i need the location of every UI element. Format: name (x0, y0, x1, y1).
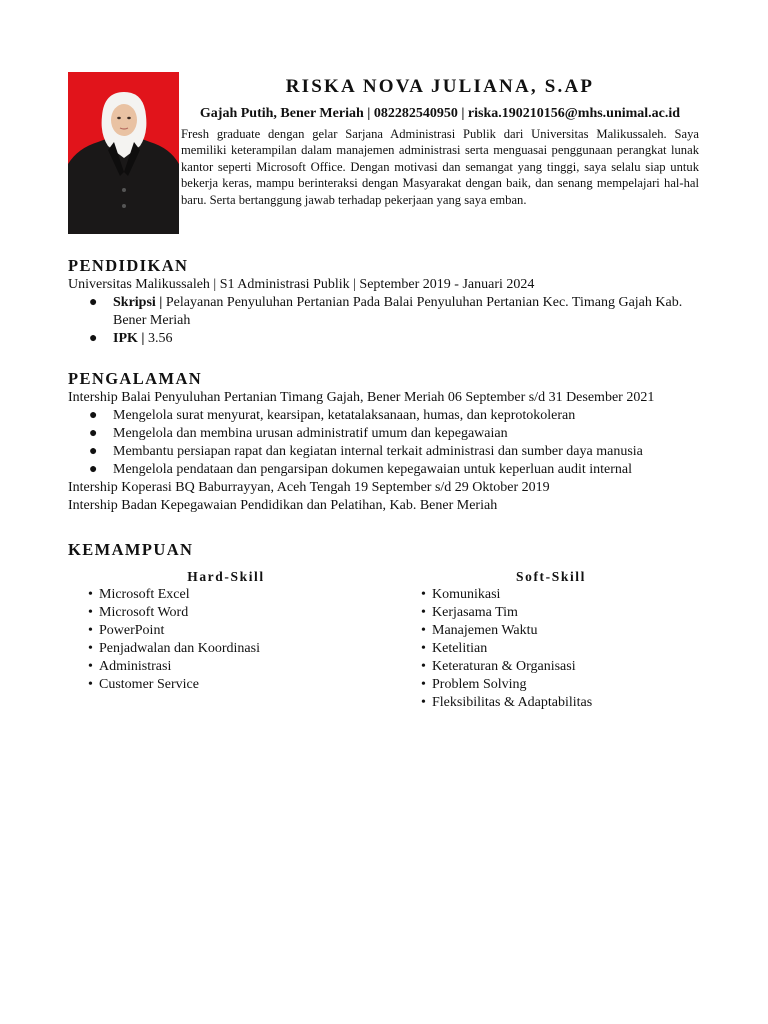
skill-text: Fleksibilitas & Adaptabilitas (432, 695, 593, 710)
task-text: Membantu persiapan rapat dan kegiatan internal terkait administrasi dan sumber daya manusia (113, 444, 643, 459)
profile-photo (68, 72, 179, 234)
bullet-icon: • (88, 641, 93, 656)
bullet-icon: • (421, 677, 426, 692)
task-text: Mengelola dan membina urusan administratif umum dan kepegawaian (113, 426, 508, 441)
hard-skill-heading: Hard-Skill (187, 569, 265, 584)
skill-text: Microsoft Excel (99, 587, 190, 602)
education-heading: PENDIDIKAN (68, 256, 189, 275)
full-name: RISKA NOVA JULIANA, S.AP (285, 76, 595, 97)
bullet-icon: ● (89, 295, 98, 310)
bullet-icon: • (421, 659, 426, 674)
bullet-icon: • (421, 605, 426, 620)
list-item (421, 658, 681, 676)
education-details (68, 294, 708, 348)
resume-header (181, 72, 699, 208)
skill-text: Manajemen Waktu (432, 623, 538, 638)
education-section (68, 256, 708, 348)
list-item (68, 461, 708, 479)
contact-info: Gajah Putih, Bener Meriah | 082282540950 | riska.190210156@mhs.unimal.ac.id (199, 106, 681, 121)
skill-text: PowerPoint (99, 623, 165, 638)
soft-skill-column (421, 568, 681, 712)
list-item (68, 330, 708, 348)
list-item (421, 586, 681, 604)
hard-skill-list (88, 586, 364, 694)
bullet-icon: • (88, 605, 93, 620)
skill-text: Microsoft Word (99, 605, 189, 620)
experience-tasks (68, 407, 708, 479)
list-item (88, 676, 364, 694)
list-item (88, 586, 364, 604)
bullet-icon: • (421, 587, 426, 602)
task-text: Mengelola surat menyurat, kearsipan, ketatalaksanaan, humas, dan keprotokoleran (113, 408, 576, 423)
list-item (68, 294, 708, 330)
bullet-icon: ● (89, 408, 98, 423)
experience-entry: Intership Badan Kepegawaian Pendidikan dan Pelatihan, Kab. Bener Meriah (68, 498, 498, 513)
bullet-icon: • (88, 677, 93, 692)
bullet-icon: • (421, 695, 426, 710)
bullet-icon: • (421, 641, 426, 656)
experience-heading: PENGALAMAN (68, 369, 203, 388)
skill-text: Kerjasama Tim (432, 605, 518, 620)
bullet-icon: ● (89, 426, 98, 441)
skills-section (68, 540, 708, 560)
list-item (421, 604, 681, 622)
bullet-icon: • (88, 623, 93, 638)
bullet-icon: • (88, 659, 93, 674)
experience-entry: Intership Balai Penyuluhan Pertanian Timang Gajah, Bener Meriah 06 September s/d 31 Desember 2021 (68, 390, 655, 405)
experience-section (68, 369, 708, 515)
education-entry: Universitas Malikussaleh | S1 Administrasi Publik | September 2019 - Januari 2024 (68, 277, 535, 292)
detail-label: IPK | (113, 331, 145, 346)
list-item (421, 640, 681, 658)
skill-text: Problem Solving (432, 677, 527, 692)
bullet-icon: • (88, 587, 93, 602)
bullet-icon: ● (89, 331, 98, 346)
experience-entry: Intership Koperasi BQ Baburrayyan, Aceh Tengah 19 September s/d 29 Oktober 2019 (68, 480, 550, 495)
bullet-icon: ● (89, 462, 98, 477)
list-item (68, 443, 708, 461)
soft-skill-list (421, 586, 681, 712)
skills-heading: KEMAMPUAN (68, 540, 194, 559)
soft-skill-heading: Soft-Skill (515, 569, 586, 584)
skill-text: Administrasi (99, 659, 172, 674)
detail-text: Pelayanan Penyuluhan Pertanian Pada Balai Penyuluhan Pertanian Kec. Timang Gajah Kab. Bener Meriah (113, 295, 683, 328)
detail-label: Skripsi | (113, 295, 163, 310)
list-item (68, 425, 708, 443)
skill-text: Penjadwalan dan Koordinasi (99, 641, 260, 656)
list-item (421, 622, 681, 640)
list-item (88, 604, 364, 622)
task-text: Mengelola pendataan dan pengarsipan dokumen kepegawaian untuk keperluan audit internal (113, 462, 632, 477)
skill-text: Komunikasi (432, 587, 501, 602)
bullet-icon: • (421, 623, 426, 638)
hard-skill-column (88, 568, 364, 694)
list-item (88, 640, 364, 658)
list-item (421, 694, 681, 712)
skill-text: Keteraturan & Organisasi (432, 659, 576, 674)
list-item (421, 676, 681, 694)
list-item (68, 407, 708, 425)
list-item (88, 658, 364, 676)
detail-text: 3.56 (144, 331, 173, 346)
skill-text: Customer Service (99, 677, 199, 692)
list-item (88, 622, 364, 640)
bullet-icon: ● (89, 444, 98, 459)
skill-text: Ketelitian (432, 641, 488, 656)
profile-summary: Fresh graduate dengan gelar Sarjana Administrasi Publik dari Universitas Malikussaleh. Saya memiliki keterampilan dalam manajemen administrasi serta menguasai penggunaan perangkat lunak kantor seperti Microsoft Office. Dengan motivasi dan semangat yang tinggi, saya selalu siap untuk bekerja keras, mampu berinteraksi dengan Masyarakat dengan baik, dan senang mempelajari hal-hal baru. Serta bertanggung jawab terhadap pekerjaan yang saya emban. (181, 127, 699, 207)
